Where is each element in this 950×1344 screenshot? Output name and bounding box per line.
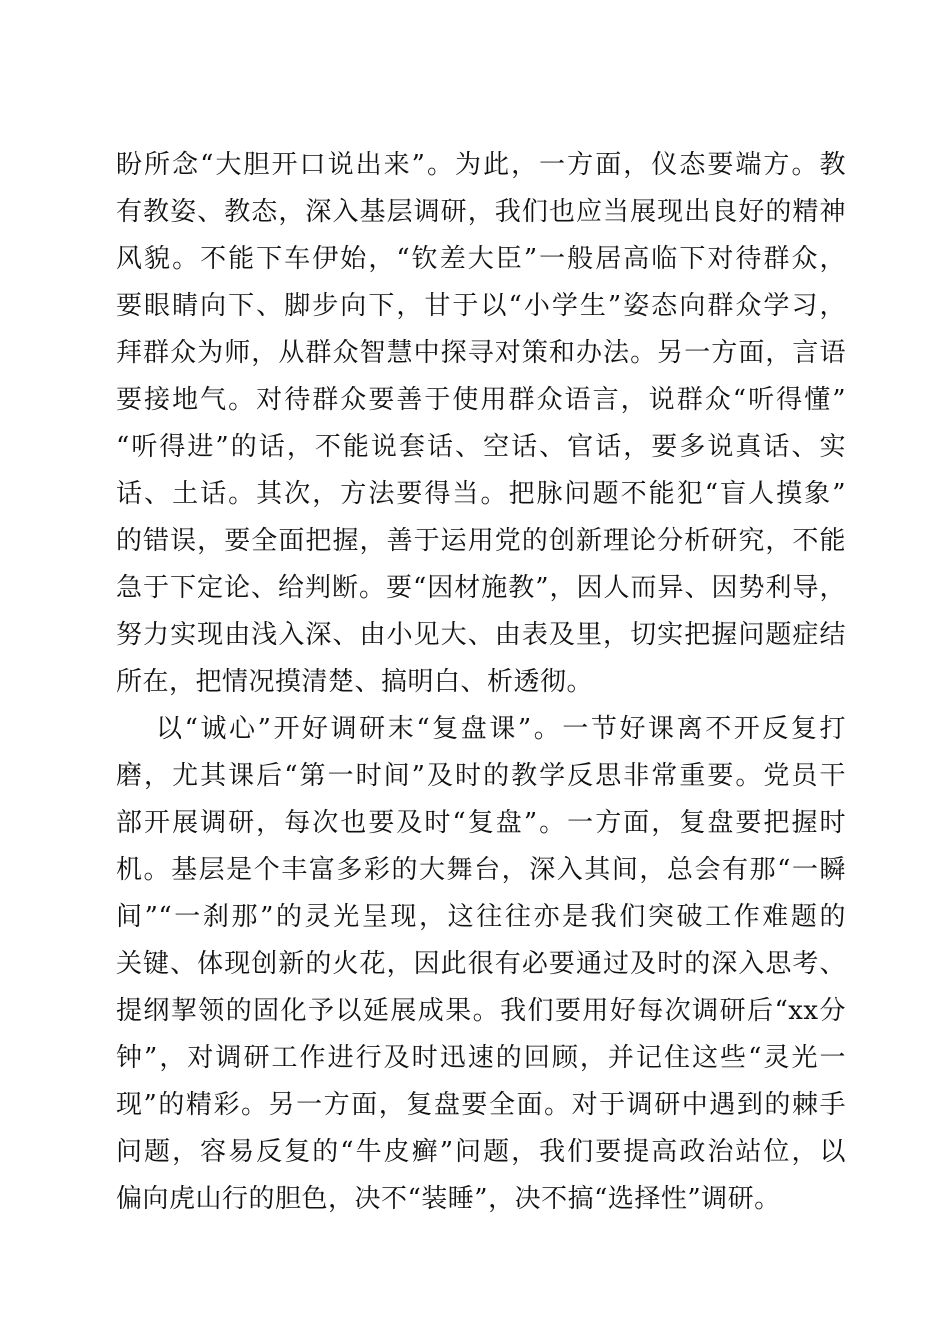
text-line: 以“诚心”开好调研末“复盘课”。一节好课离不开反复打 (156, 714, 846, 744)
text-line: 急于下定论、给判断。要“因材施教”，因人而异、因势利导， (116, 573, 846, 603)
text-line: 磨，尤其课后“第一时间”及时的教学反思非常重要。党员干 (116, 761, 846, 791)
text-line: 部开展调研，每次也要及时“复盘”。一方面，复盘要把握时 (116, 808, 846, 838)
text-line: 有教姿、教态，深入基层调研，我们也应当展现出良好的精神 (116, 197, 846, 227)
text-line: 要接地气。对待群众要善于使用群众语言，说群众“听得懂” (116, 385, 846, 415)
text-line: 机。基层是个丰富多彩的大舞台，深入其间，总会有那“一瞬 (116, 855, 846, 885)
text-line: 提纲挈领的固化予以延展成果。我们要用好每次调研后“xx分 (116, 996, 846, 1026)
text-line: 要眼睛向下、脚步向下，甘于以“小学生”姿态向群众学习， (116, 291, 846, 321)
text-line: 偏向虎山行的胆色，决不“装睡”，决不搞“选择性”调研。 (116, 1184, 781, 1214)
text-line: 拜群众为师，从群众智慧中探寻对策和办法。另一方面，言语 (116, 338, 846, 368)
text-line: 话、土话。其次，方法要得当。把脉问题不能犯“盲人摸象” (116, 479, 846, 509)
text-line: 钟”，对调研工作进行及时迅速的回顾，并记住这些“灵光一 (116, 1043, 846, 1073)
text-line: 盼所念“大胆开口说出来”。为此，一方面，仪态要端方。教 (116, 150, 846, 180)
text-line: 间”“一刹那”的灵光呈现，这往往亦是我们突破工作难题的 (116, 902, 846, 932)
body-text (116, 142, 846, 1223)
text-line: 努力实现由浅入深、由小见大、由表及里，切实把握问题症结 (116, 620, 846, 650)
text-line: 问题，容易反复的“牛皮癣”问题，我们要提高政治站位，以 (116, 1137, 846, 1167)
text-line: 关键、体现创新的火花，因此很有必要通过及时的深入思考、 (116, 949, 846, 979)
text-line: 所在，把情况摸清楚、搞明白、析透彻。 (116, 667, 594, 697)
text-line: 现”的精彩。另一方面，复盘要全面。对于调研中遇到的棘手 (116, 1090, 846, 1120)
text-line: 的错误，要全面把握，善于运用党的创新理论分析研究，不能 (116, 526, 846, 556)
paragraph (116, 706, 846, 1223)
text-line: 风貌。不能下车伊始，“钦差大臣”一般居高临下对待群众， (116, 244, 846, 274)
text-line: “听得进”的话，不能说套话、空话、官话，要多说真话、实 (116, 432, 846, 462)
paragraph (116, 142, 846, 706)
